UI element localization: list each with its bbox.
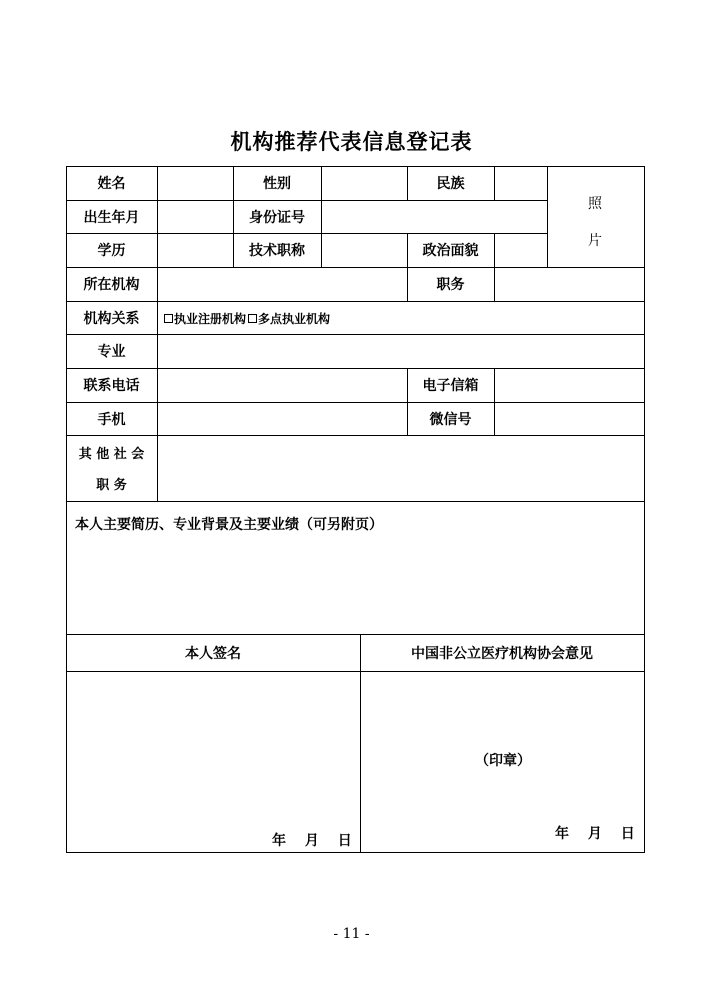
ethnicity-field[interactable] xyxy=(495,167,547,200)
signature-field[interactable] xyxy=(67,672,360,812)
photo-label-2: 片 xyxy=(588,233,602,249)
other-roles-label-line-1: 其 他 社 会 xyxy=(78,447,145,462)
email-field[interactable] xyxy=(495,369,644,402)
resume-label: 本人主要简历、专业背景及主要业绩（可另附页） xyxy=(75,517,383,533)
other-roles-label xyxy=(66,435,157,501)
position-label: 职务 xyxy=(436,277,465,293)
col-line xyxy=(644,166,645,853)
name-field[interactable] xyxy=(158,167,233,200)
org-field[interactable] xyxy=(158,268,407,301)
tech-title-field[interactable] xyxy=(322,234,407,267)
political-field[interactable] xyxy=(495,234,547,267)
mobile-label: 手机 xyxy=(97,411,126,428)
page-title: 机构推荐代表信息登记表 xyxy=(230,130,473,154)
name-label: 姓名 xyxy=(97,176,126,192)
email-label: 电子信箱 xyxy=(422,378,479,394)
resume-field[interactable] xyxy=(67,540,644,633)
association-date: 年 月 日 xyxy=(555,826,635,842)
col-line xyxy=(547,166,548,267)
page-number: - 11 - xyxy=(333,926,370,942)
phone-field[interactable] xyxy=(158,369,407,402)
wechat-label: 微信号 xyxy=(429,411,472,428)
education-field[interactable] xyxy=(158,234,233,267)
relation-checkbox-2[interactable] xyxy=(248,314,257,323)
row-line xyxy=(66,501,645,502)
phone-label: 联系电话 xyxy=(83,378,140,394)
political-label: 政治面貌 xyxy=(422,243,479,259)
position-field[interactable] xyxy=(495,268,644,301)
mobile-field[interactable] xyxy=(158,403,407,435)
association-opinion-label: 中国非公立医疗机构协会意见 xyxy=(411,645,593,662)
major-label: 专业 xyxy=(97,344,126,360)
photo-label-1: 照 xyxy=(588,196,602,212)
relation-options xyxy=(158,302,644,334)
seal-label: （印章） xyxy=(475,753,531,769)
signature-label: 本人签名 xyxy=(185,645,241,662)
relation-option-1: 执业注册机构 xyxy=(174,311,247,326)
signature-date: 年 月 日 xyxy=(272,833,352,849)
relation-label: 机构关系 xyxy=(83,310,140,327)
education-label: 学历 xyxy=(97,243,126,259)
gender-label: 性别 xyxy=(263,176,291,192)
org-label: 所在机构 xyxy=(83,277,140,293)
other-roles-label-line-2: 职 务 xyxy=(96,478,127,493)
gender-field[interactable] xyxy=(322,167,407,200)
id-label: 身份证号 xyxy=(249,209,305,226)
wechat-field[interactable] xyxy=(495,403,644,435)
other-roles-field[interactable] xyxy=(158,436,644,501)
major-field[interactable] xyxy=(158,335,644,368)
relation-checkbox-1[interactable] xyxy=(164,314,173,323)
birth-label: 出生年月 xyxy=(83,209,140,226)
ethnicity-label: 民族 xyxy=(436,176,465,192)
id-field[interactable] xyxy=(322,201,547,233)
tech-title-label: 技术职称 xyxy=(249,243,305,259)
relation-option-2: 多点执业机构 xyxy=(258,311,331,326)
birth-field[interactable] xyxy=(158,201,233,233)
row-line xyxy=(66,852,645,853)
